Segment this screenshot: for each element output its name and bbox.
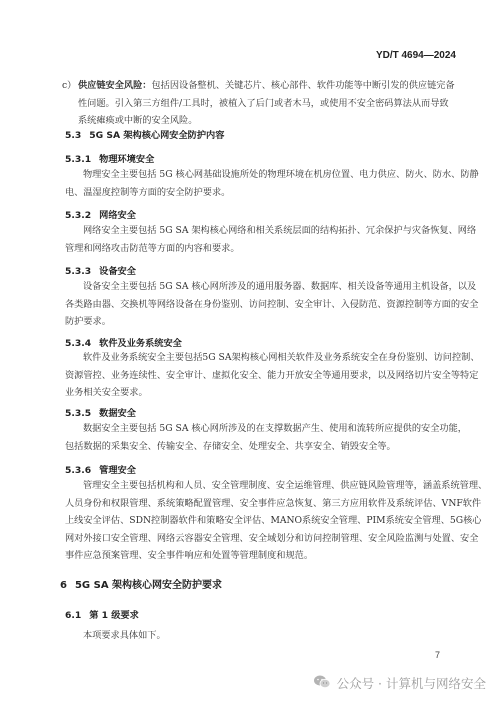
watermark-text: 公众号 · 计算机与网络安全 bbox=[336, 676, 486, 691]
paragraph: 设备安全主要包括 5G SA 核心网所涉及的通用服务器、数据库、相关设备等通用主机设备，以及 各类路由器、交换机等网络设备在身份鉴别、访问控制、安全审计、入侵防范、资源控制等方面的安全 防护要求。 bbox=[65, 281, 479, 327]
subsection-heading: 5.3.4 软件及业务系统安全 bbox=[65, 338, 182, 349]
page-number: 7 bbox=[434, 650, 440, 660]
paragraph: 物理安全主要包括 5G 核心网基础设施所处的物理环境在机房位置、电力供应、防火、防水、防静 电、温湿度控制等方面的安全防护要求。 bbox=[65, 169, 479, 198]
subsection-heading: 5.3.1 物理环境安全 bbox=[65, 154, 155, 165]
item-c bbox=[62, 77, 468, 130]
subsection-heading: 5.3.3 设备安全 bbox=[65, 266, 136, 277]
section-heading: 6.1 第 1 级要求 bbox=[65, 610, 139, 621]
paragraph: 网络安全主要包括 5G SA 架构核心网络和相关系统层面的结构拓扑、冗余保护与灾备恢复、网络 管理和网络攻击防范等方面的内容和要求。 bbox=[65, 225, 477, 254]
chapter-heading: 6 5G SA 架构核心网安全防护要求 bbox=[60, 580, 223, 591]
paragraph: 本项要求具体如下。 bbox=[83, 630, 166, 641]
subsection-heading: 5.3.6 管理安全 bbox=[65, 465, 136, 476]
wechat-icon bbox=[313, 674, 331, 693]
section-heading: 5.3 5G SA 架构核心网安全防护内容 bbox=[65, 130, 225, 141]
subsection-heading: 5.3.2 网络安全 bbox=[65, 210, 136, 221]
paragraph: 软件及业务系统安全主要包括5G SA架构核心网相关软件及业务系统安全在身份鉴别、访问控制、 资源管控、业务连续性、安全审计、虚拟化安全、能力开放安全等通用要求，以及网络切片安全等特定 业务相关安全要求。 bbox=[65, 352, 480, 398]
item-text-line: 性问题。引入第三方组件/工具时，被植入了后门或者木马，或使用不安全密码算法从而导致 bbox=[78, 97, 449, 109]
standard-number: YD/T 4694—2024 bbox=[375, 50, 456, 61]
watermark bbox=[313, 672, 486, 694]
item-marker: c） bbox=[62, 80, 77, 91]
item-text-line: 包括因设备整机、关键芯片、核心部件、软件功能等中断引发的供应链完备 bbox=[151, 80, 455, 91]
subsection-heading: 5.3.5 数据安全 bbox=[65, 408, 136, 419]
item-text-line: 系统瘫痪或中断的安全风险。 bbox=[78, 115, 198, 126]
item-term: 供应链安全风险： bbox=[78, 80, 152, 91]
paragraph: 管理安全主要包括机构和人员、安全管理制度、安全运维管理、供应链风险管理等，涵盖系统管理、 人员身份和权限管理、系统策略配置管理、安全事件应急恢复、第三方应用软件及系统评估、VNF软件 上线安全评估、SDN控制器软件和策略安全评估、MANO系统安全管理、PIM系统安全管理、5G核心 网对外接口安全管理、网络云容器安全管理、安全域划分和访问控制管理、安全风险监测与处置、安全 事件应急预案管理、安全事件响应和处置等管理制度和规范。 bbox=[65, 480, 488, 561]
paragraph: 数据安全主要包括 5G SA 核心网所涉及的在支撑数据产生、使用和流转所应提供的安全功能， 包括数据的采集安全、传输安全、存储安全、处理安全、共享安全、销毁安全等。 bbox=[65, 423, 467, 452]
